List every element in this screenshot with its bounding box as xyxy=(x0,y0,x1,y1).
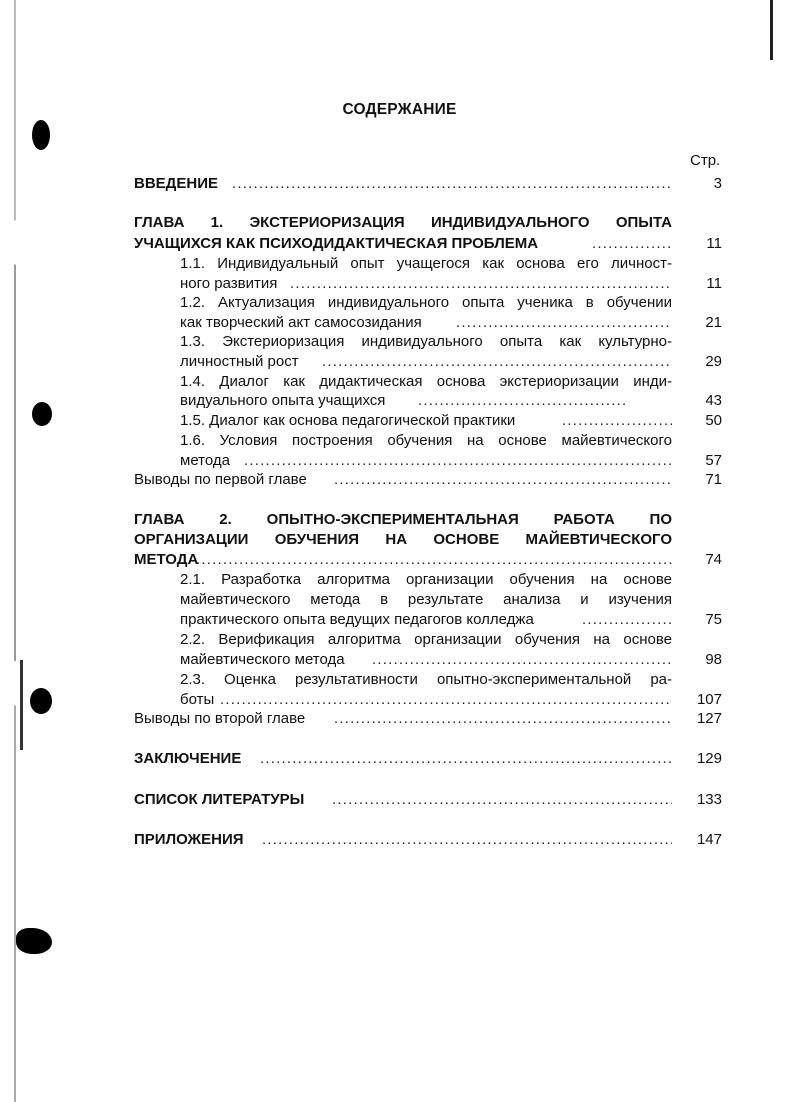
toc-entry-title-cont: видуального опыта учащихся xyxy=(180,392,386,409)
leader-dots xyxy=(418,391,628,411)
toc-entry-title: ЗАКЛЮЧЕНИЕ xyxy=(134,750,242,767)
page-column-label: Стр. xyxy=(690,152,721,169)
toc-entry-title: ГЛАВА 1. ЭКСТЕРИОРИЗАЦИЯ ИНДИВИДУАЛЬНОГО ОПЫТА xyxy=(134,214,672,231)
toc-entry-title: 1.1. Индивидуальный опыт учащегося как основа его личност- xyxy=(180,255,672,272)
toc-entry-title-cont: как творческий акт самосозидания xyxy=(180,314,422,331)
leader-dots xyxy=(220,690,672,710)
toc-page-number: 3 xyxy=(713,175,722,192)
leader-dots xyxy=(582,610,672,630)
toc-page-number: 74 xyxy=(705,551,722,568)
toc-page-number: 98 xyxy=(705,651,722,668)
toc-entry-title: 1.6. Условия построения обучения на основе майевтического xyxy=(180,432,672,449)
toc-entry-title-cont: личностный рост xyxy=(180,353,299,370)
toc-entry-title: 1.4. Диалог как дидактическая основа экстериоризации инди- xyxy=(180,373,672,390)
punch-hole xyxy=(16,928,52,954)
leader-dots xyxy=(232,174,672,194)
toc-entry-title-cont: практического опыта ведущих педагогов колледжа xyxy=(180,611,534,628)
toc-entry-title-cont: ОРГАНИЗАЦИИ ОБУЧЕНИЯ НА ОСНОВЕ МАЙЕВТИЧЕСКОГО xyxy=(134,531,672,548)
toc-entry-title: ПРИЛОЖЕНИЯ xyxy=(134,831,244,848)
toc-page-number: 127 xyxy=(696,710,722,727)
toc-entry-title-cont: ного развития xyxy=(180,275,278,292)
toc-page-number: 75 xyxy=(705,611,722,628)
toc-entry-title: ГЛАВА 2. ОПЫТНО-ЭКСПЕРИМЕНТАЛЬНАЯ РАБОТА ПО xyxy=(134,511,672,528)
leader-dots xyxy=(290,274,672,294)
toc-page-number: 11 xyxy=(706,235,722,252)
leader-dots xyxy=(332,790,672,810)
leader-dots xyxy=(562,411,672,431)
toc-entry-title: 1.5. Диалог как основа педагогической практики xyxy=(180,412,516,429)
toc-page-number: 133 xyxy=(696,791,722,808)
leader-dots xyxy=(372,650,672,670)
page-title: СОДЕРЖАНИЕ xyxy=(342,101,457,118)
toc-entry-title-cont: МЕТОДА xyxy=(134,551,199,568)
leader-dots xyxy=(196,550,672,570)
toc-page-number: 71 xyxy=(705,471,722,488)
toc-entry-title-cont: майевтического метода xyxy=(180,651,345,668)
toc-entry-title: ВВЕДЕНИЕ xyxy=(134,175,218,192)
punch-hole xyxy=(32,120,50,150)
toc-entry-title: Выводы по второй главе xyxy=(134,710,306,727)
toc-page-number: 43 xyxy=(705,392,722,409)
leader-dots xyxy=(334,470,672,490)
toc-page-number: 11 xyxy=(706,275,722,292)
toc-page-number: 129 xyxy=(696,750,722,767)
toc-entry-title: 2.2. Верификация алгоритма организации обучения на основе xyxy=(180,631,672,648)
toc-page-number: 147 xyxy=(696,831,722,848)
leader-dots xyxy=(322,352,672,372)
toc-entry-title-cont: УЧАЩИХСЯ КАК ПСИХОДИДАКТИЧЕСКАЯ ПРОБЛЕМА xyxy=(134,235,539,252)
toc-entry-title: 1.3. Экстериоризация индивидуального опыта как культурно- xyxy=(180,333,672,350)
toc-entry-title: Выводы по первой главе xyxy=(134,471,307,488)
leader-dots xyxy=(592,234,672,254)
toc-page-number: 50 xyxy=(705,412,722,429)
scan-edge-mark xyxy=(770,0,773,60)
toc-entry-title-cont: майевтического метода в результате анализа и изучения xyxy=(180,591,672,608)
scan-smudge xyxy=(20,660,23,750)
leader-dots xyxy=(244,451,672,471)
toc-entry-title: 2.1. Разработка алгоритма организации обучения на основе xyxy=(180,571,672,588)
leader-dots xyxy=(262,830,672,850)
leader-dots xyxy=(260,749,672,769)
toc-entry-title: СПИСОК ЛИТЕРАТУРЫ xyxy=(134,791,305,808)
toc-page-number: 29 xyxy=(705,353,722,370)
toc-entry-title: 1.2. Актуализация индивидуального опыта ученика в обучении xyxy=(180,294,672,311)
leader-dots xyxy=(456,313,672,333)
punch-hole xyxy=(32,402,52,426)
toc-page-number: 21 xyxy=(705,314,722,331)
toc-entry-title: 2.3. Оценка результативности опытно-экспериментальной ра- xyxy=(180,671,672,688)
toc-entry-title-cont: метода xyxy=(180,452,230,469)
toc-page-number: 107 xyxy=(696,691,722,708)
toc-entry-title-cont: боты xyxy=(180,691,215,708)
toc-page-number: 57 xyxy=(705,452,722,469)
leader-dots xyxy=(334,709,672,729)
punch-hole xyxy=(30,688,52,714)
